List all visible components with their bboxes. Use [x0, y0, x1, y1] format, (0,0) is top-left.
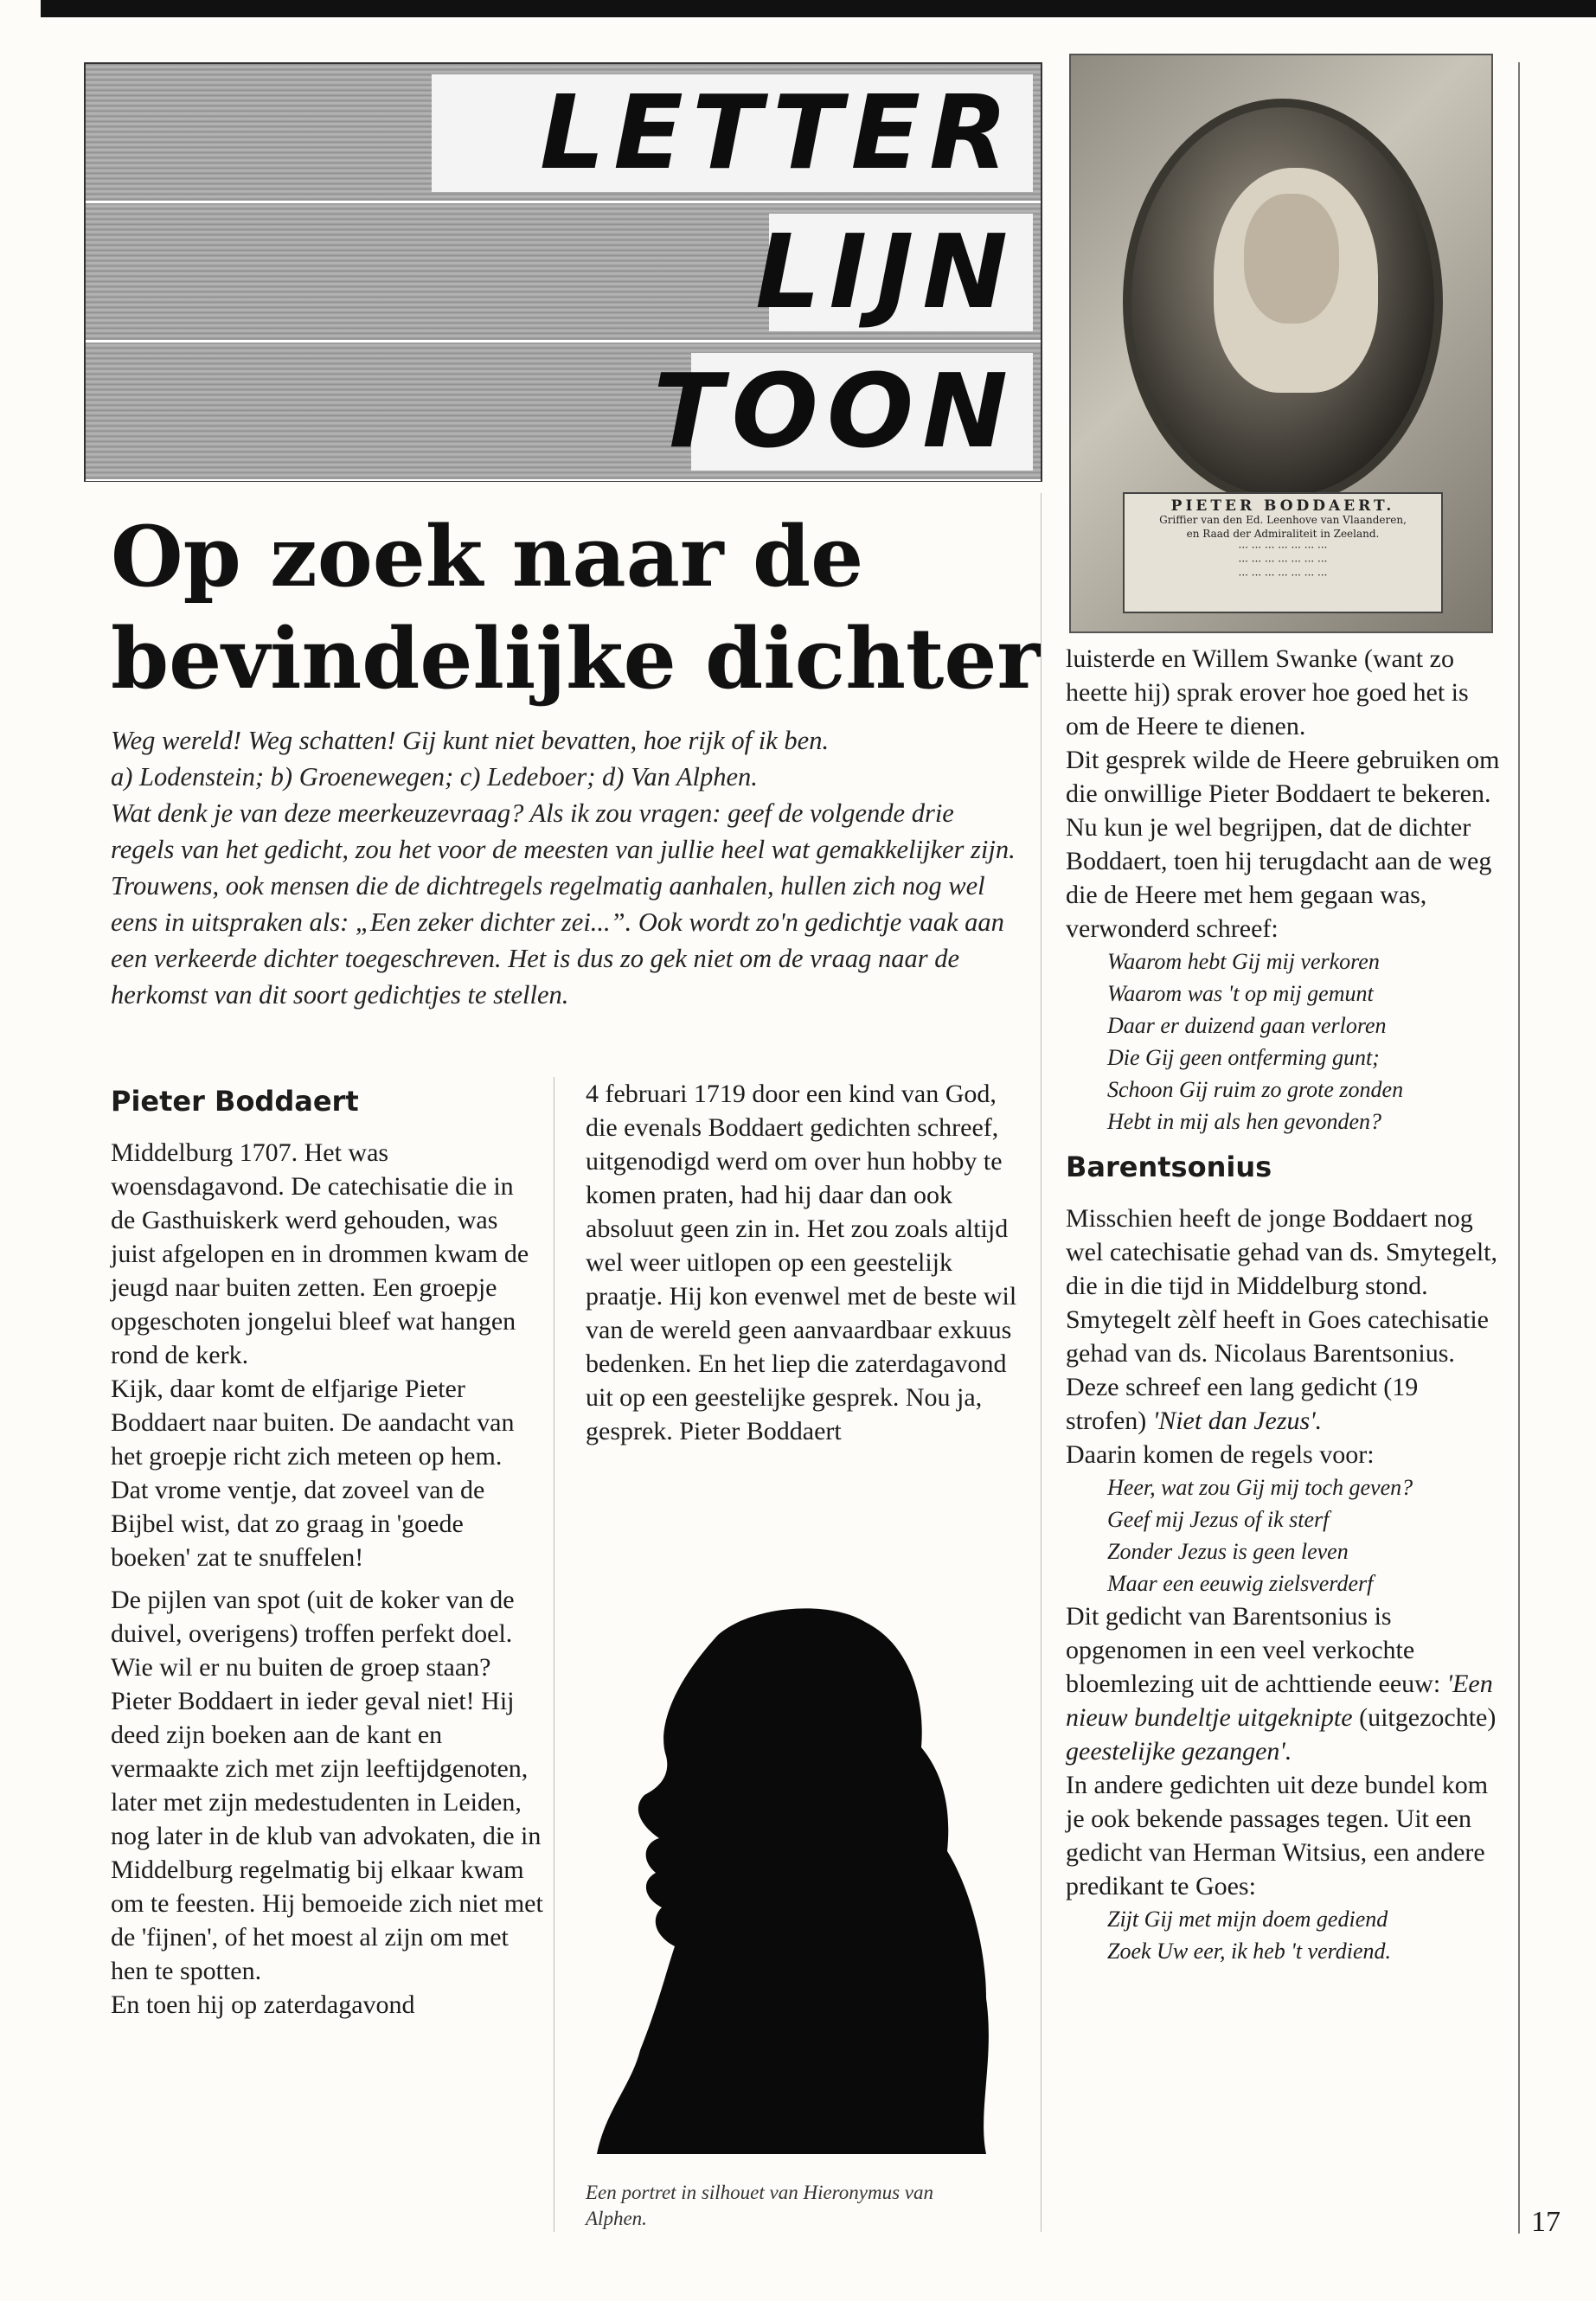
column-3 [1066, 642, 1503, 1967]
paragraph: Dit gesprek wilde de Heere gebruiken om die onwillige Pieter Boddaert te bekeren. Nu kun je wel begrijpen, dat de dichter Boddaert, toen hij terugdacht aan de weg die de Heere met hem gegaan was, verwonderd schreef: [1066, 746, 1500, 943]
portrait-name: PIETER BODDAERT. [1170, 497, 1395, 515]
paragraph: En toen hij op zaterdagavond [111, 1990, 415, 2019]
masthead-band-2 [86, 203, 1041, 342]
masthead-band-3 [86, 343, 1041, 481]
paragraph: luisterde en Willem Swanke (want zo heette hij) sprak erover hoe goed het is om de Heere te dienen. [1066, 644, 1469, 740]
paragraph: Misschien heeft de jonge Boddaert nog wel catechisatie gehad van ds. Smytegelt, die in die tijd in Middelburg stond. Smytegelt zèlf heeft in Goes catechisatie gehad van ds. Nicolaus Barentsonius. Deze schreef een lang gedicht (19 strofen) 'Niet dan Jezus'. [1066, 1204, 1497, 1435]
portrait-engraving [1069, 54, 1493, 633]
top-black-bar [41, 0, 1596, 17]
masthead-toon: TOON [653, 351, 1016, 471]
poem-witsius: Zijt Gij met mijn doem gediend Zoek Uw eer, ik heb 't verdiend. [1107, 1907, 1392, 1964]
poem-boddaert: Waarom hebt Gij mij verkoren Waarom was 't op mij gemunt Daar er duizend gaan verloren Die Gij geen ontferming gunt; Schoon Gij ruim zo grote zonden Hebt in mij als hen gevonden? [1107, 949, 1404, 1134]
paragraph: De pijlen van spot (uit de koker van de duivel, overigens) troffen perfekt doel. Wie wil er nu buiten de groep staan? Pieter Boddaert in ieder geval niet! Hij deed zijn boeken aan de kant en vermaakte zich met zijn leeftijdgenoten, later met zijn medestudenten in Leiden, nog later in de klub van advokaten, die in Middelburg regelmatig bij elkaar kwam om te feesten. Hij bemoeide zich niet met de 'fijnen', of het moest al zijn om met hen te spotten. [111, 1586, 543, 1985]
column-divider [1041, 493, 1042, 2232]
masthead [84, 62, 1042, 482]
section-heading: Pieter Boddaert [111, 1085, 359, 1118]
masthead-letter: LETTER [540, 73, 1016, 192]
masthead-band-1 [86, 64, 1041, 202]
paragraph: Dit gedicht van Barentsonius is opgenomen in een veel verkochte bloemlezing uit de achttiende eeuw: 'Een nieuw bundeltje uitgeknipte (uitgezochte) geestelijke gezangen'. [1066, 1602, 1497, 1766]
column-2 [586, 1077, 1018, 1448]
page-number: 17 [1531, 2206, 1561, 2238]
poem-barentsonius: Heer, wat zou Gij mij toch geven? Geef mij Jezus of ik sterf Zonder Jezus is geen leven Maar een eeuwig zielsverderf [1107, 1475, 1413, 1596]
silhouette-caption: Een portret in silhouet van Hieronymus van Alphen. [586, 2182, 934, 2229]
portrait-plaque: PIETER BODDAERT. Griffier van den Ed. Leenhove van Vlaanderen, en Raad der Admiraliteit in Zeeland. ··· ··· ··· ··· ··· ··· ··· ··· ··· ··· ··· ··· ··· ··· ··· ··· ··· ··· ··· ··· ··· [1123, 492, 1443, 613]
masthead-lijn: LIJN [755, 212, 1016, 331]
section-heading: Barentsonius [1066, 1150, 1272, 1183]
paragraph: Middelburg 1707. Het was woensdagavond. De catechisatie die in de Gasthuiskerk werd gehouden, was juist afgelopen en in drommen kwam de jeugd naar buiten zetten. Een groepje opgeschoten jongelui bleef wat hangen rond de kerk. [111, 1138, 529, 1369]
paragraph: 4 februari 1719 door een kind van God, die evenals Boddaert gedichten schreef, uitgenodigd werd om over hun hobby te komen praten, had hij daar dan ook absoluut geen zin in. Het zou zoals altijd wel weer uitlopen op een geestelijk praatje. Hij kon evenwel met de beste wil van de wereld geen aanvaardbaar exkuus bedenken. En het liep die zaterdagavond uit op een geestelijke gesprek. Nou ja, gesprek. Pieter Boddaert [586, 1080, 1017, 1445]
portrait-oval [1123, 99, 1443, 505]
paragraph: Kijk, daar komt de elfjarige Pieter Boddaert naar buiten. De aandacht van het groepje richt zich meteen op hem. Dat vrome ventje, dat zoveel van de Bijbel wist, dat zo graag in 'goede boeken' zat te snuffelen! [111, 1375, 515, 1572]
paragraph: Daarin komen de regels voor: [1066, 1440, 1375, 1469]
article-title: Op zoek naar de bevindelijke dichter [111, 508, 1041, 708]
paragraph: In andere gedichten uit deze bundel kom je ook bekende passages tegen. Uit een gedicht van Herman Witsius, een andere predikant te Goes: [1066, 1771, 1489, 1900]
right-margin-rule [1518, 62, 1520, 2234]
column-1 [111, 1077, 543, 2022]
article-intro: Weg wereld! Weg schatten! Gij kunt niet bevatten, hoe rijk of ik ben. a) Lodenstein; b) Groenewegen; c) Ledeboer; d) Van Alphen. Wat denk je van deze meerkeuzevraag? Als ik zou vragen: geef de volgende drie regels van het gedicht, zou het voor de meesten van jullie heel wat gemakkelijker zijn. Trouwens, ook mensen die de dichtregels regelmatig aanhalen, hullen zich nog wel eens in uitspraken als: „Een zeker dichter zei...”. Ook wordt zo'n gedichtje vaak aan een verkeerde dichter toegeschreven. Het is dus zo gek niet om de vraag naar de herkomst van dit soort gedichtjes te stellen. [111, 726, 1016, 1009]
silhouette-portrait [580, 1600, 1021, 2154]
